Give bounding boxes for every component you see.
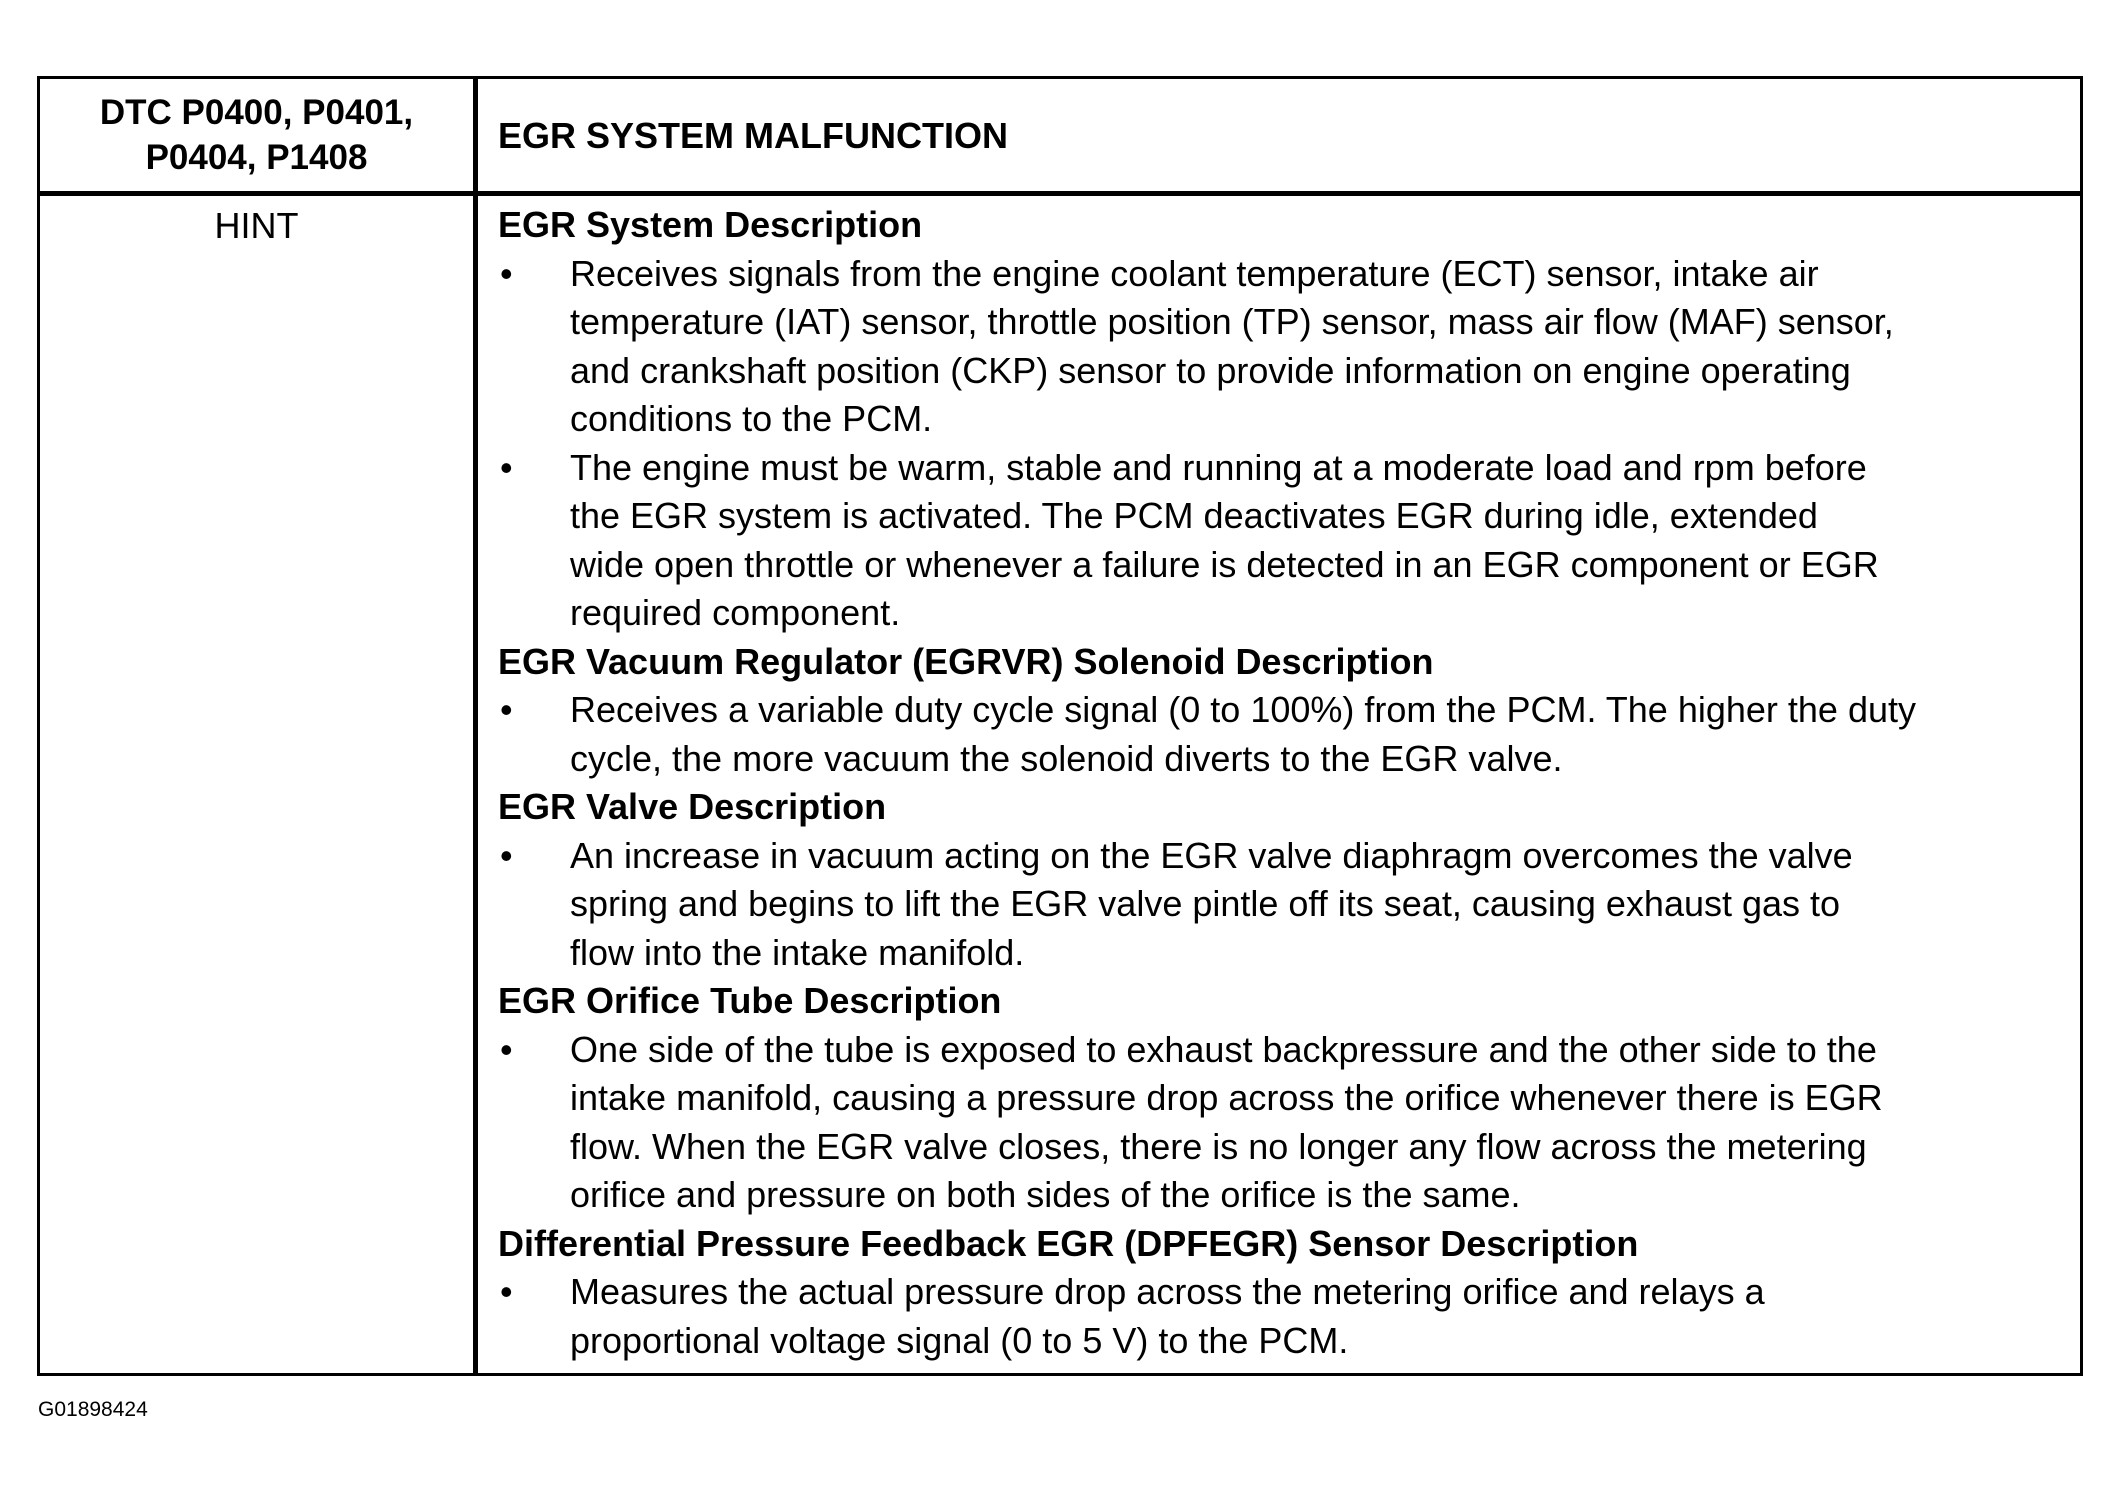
dtc-code-cell: [40, 79, 473, 191]
bullet-text-line: The engine must be warm, stable and running at a moderate load and rpm before: [570, 446, 1867, 488]
bullet-text-line: One side of the tube is exposed to exhaust backpressure and the other side to the: [570, 1028, 1877, 1070]
bullet-text-line: Receives signals from the engine coolant temperature (ECT) sensor, intake air: [570, 252, 1819, 294]
bullet-text-line: intake manifold, causing a pressure drop across the orifice whenever there is EGR: [570, 1077, 1883, 1118]
section-heading: Differential Pressure Feedback EGR (DPFEGR) Sensor Description: [498, 1222, 1639, 1264]
bullet-item: [498, 686, 2072, 783]
figure-id-caption: G01898424: [38, 1398, 148, 1421]
bullet-text-line: wide open throttle or whenever a failure is detected in an EGR component or EGR: [570, 543, 1879, 585]
bullet-text-line: the EGR system is activated. The PCM deactivates EGR during idle, extended: [570, 495, 1818, 536]
section-heading: EGR System Description: [498, 204, 923, 245]
bullet-item: [498, 1268, 2072, 1365]
section-heading: EGR Vacuum Regulator (EGRVR) Solenoid Description: [498, 640, 1434, 682]
hint-label: HINT: [214, 205, 299, 246]
bullet-text-line: and crankshaft position (CKP) sensor to provide information on engine operating: [570, 349, 1851, 391]
bullet-text-line: cycle, the more vacuum the solenoid diverts to the EGR valve.: [570, 737, 1563, 779]
bullet-item: [498, 250, 2072, 444]
column-divider: [473, 79, 478, 1373]
bullet-dot-icon: •: [500, 1271, 513, 1312]
section-heading: EGR Orifice Tube Description: [498, 980, 1002, 1021]
title-cell: [478, 79, 2080, 191]
dtc-table: [37, 76, 2083, 1376]
bullet-text-line: flow. When the EGR valve closes, there is no longer any flow across the metering: [570, 1125, 1867, 1167]
description-content: [498, 201, 2072, 1365]
bullet-dot-icon: •: [500, 689, 513, 730]
bullet-item: [498, 832, 2072, 978]
bullet-text-line: An increase in vacuum acting on the EGR valve diaphragm overcomes the valve: [570, 834, 1853, 876]
bullet-dot-icon: •: [500, 1028, 513, 1070]
hint-cell: [40, 196, 473, 250]
bullet-item: [498, 444, 2072, 638]
bullet-dot-icon: •: [500, 834, 513, 876]
bullet-text-line: flow into the intake manifold.: [570, 931, 1025, 973]
bullet-dot-icon: •: [500, 252, 513, 294]
bullet-text-line: temperature (IAT) sensor, throttle position (TP) sensor, mass air flow (MAF) sensor,: [570, 301, 1894, 342]
section-heading: EGR Valve Description: [498, 786, 887, 827]
bullet-text-line: required component.: [570, 592, 901, 633]
bullet-dot-icon: •: [500, 446, 513, 488]
bullet-text-line: orifice and pressure on both sides of the orifice is the same.: [570, 1174, 1521, 1215]
bullet-text-line: Measures the actual pressure drop across the metering orifice and relays a: [570, 1271, 1765, 1312]
bullet-item: [498, 1026, 2072, 1220]
table-title: EGR SYSTEM MALFUNCTION: [498, 114, 1008, 156]
bullet-text-line: conditions to the PCM.: [570, 398, 933, 439]
bullet-text-line: proportional voltage signal (0 to 5 V) to the PCM.: [570, 1319, 1349, 1361]
bullet-text-line: spring and begins to lift the EGR valve pintle off its seat, causing exhaust gas to: [570, 883, 1841, 924]
dtc-codes: DTC P0400, P0401, P0404, P1408: [99, 93, 414, 177]
bullet-text-line: Receives a variable duty cycle signal (0 to 100%) from the PCM. The higher the duty: [570, 689, 1916, 730]
